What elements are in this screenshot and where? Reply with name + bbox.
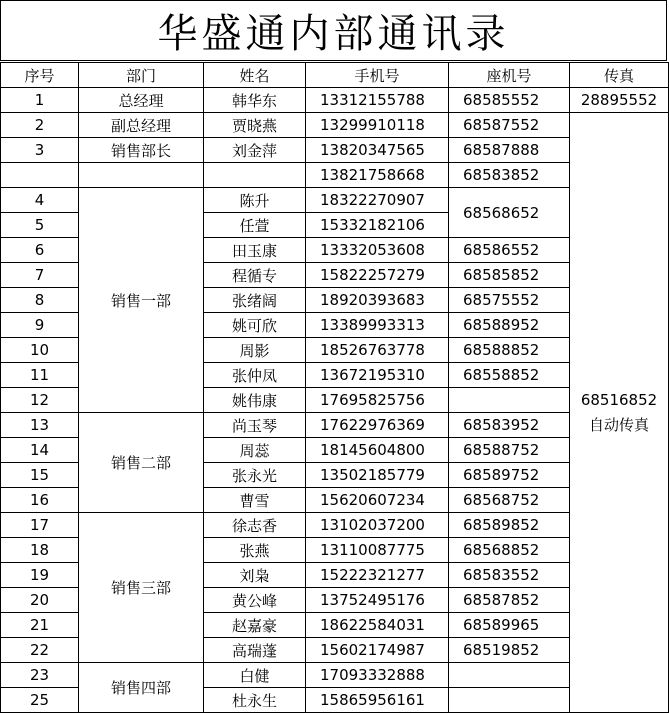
fax-cell: 28895552 [570, 88, 669, 113]
page-title: 华盛通内部通讯录 [0, 0, 667, 61]
landline-cell: 68558852 [449, 363, 570, 388]
seq-cell: 15 [1, 463, 79, 488]
landline-cell: 68587852 [449, 588, 570, 613]
mobile-cell: 15222321277 [306, 563, 449, 588]
seq-cell: 22 [1, 638, 79, 663]
name-cell: 程循专 [204, 263, 306, 288]
header-dept: 部门 [79, 63, 204, 88]
dept-cell: 总经理 [79, 88, 204, 113]
mobile-cell: 13389993313 [306, 313, 449, 338]
header-name: 姓名 [204, 63, 306, 88]
name-cell: 周影 [204, 338, 306, 363]
mobile-cell: 15822257279 [306, 263, 449, 288]
mobile-cell: 15332182106 [306, 213, 449, 238]
name-cell: 张绪阔 [204, 288, 306, 313]
landline-cell: 68519852 [449, 638, 570, 663]
seq-cell: 2 [1, 113, 79, 138]
table-row [1, 188, 669, 213]
name-cell: 刘金萍 [204, 138, 306, 163]
seq-cell: 8 [1, 288, 79, 313]
landline-cell: 68583852 [449, 163, 570, 188]
table-row [1, 138, 669, 163]
seq-cell: 3 [1, 138, 79, 163]
seq-cell: 21 [1, 613, 79, 638]
name-cell: 杜永生 [204, 688, 306, 713]
seq-cell: 1 [1, 88, 79, 113]
dept-cell [79, 163, 204, 188]
seq-cell: 18 [1, 538, 79, 563]
name-cell: 赵嘉豪 [204, 613, 306, 638]
name-cell: 尚玉琴 [204, 413, 306, 438]
table-row [1, 413, 669, 438]
seq-cell: 11 [1, 363, 79, 388]
dept-group-sales1: 销售一部 [79, 188, 204, 413]
mobile-cell: 18622584031 [306, 613, 449, 638]
shared-fax-cell [570, 113, 669, 713]
mobile-cell: 17695825756 [306, 388, 449, 413]
name-cell: 张永光 [204, 463, 306, 488]
mobile-cell: 15602174987 [306, 638, 449, 663]
landline-cell: 68585852 [449, 263, 570, 288]
name-cell: 曹雪 [204, 488, 306, 513]
landline-cell: 68588952 [449, 313, 570, 338]
mobile-cell: 13332053608 [306, 238, 449, 263]
name-cell: 韩华东 [204, 88, 306, 113]
table-row [1, 88, 669, 113]
shared-fax-note: 自动传真 [588, 415, 649, 434]
shared-fax-number: 68516852 [580, 390, 658, 409]
mobile-cell: 15865956161 [306, 688, 449, 713]
header-row [1, 63, 669, 88]
name-cell: 张燕 [204, 538, 306, 563]
mobile-cell: 13672195310 [306, 363, 449, 388]
name-cell: 姚伟康 [204, 388, 306, 413]
name-cell: 任萱 [204, 213, 306, 238]
table-row [1, 163, 669, 188]
seq-cell: 25 [1, 688, 79, 713]
dept-cell: 销售部长 [79, 138, 204, 163]
name-cell: 白健 [204, 663, 306, 688]
table-row [1, 513, 669, 538]
name-cell: 陈升 [204, 188, 306, 213]
mobile-cell: 15620607234 [306, 488, 449, 513]
landline-cell: 68588752 [449, 438, 570, 463]
landline-cell [449, 663, 570, 688]
name-cell: 黄公峰 [204, 588, 306, 613]
mobile-cell: 18526763778 [306, 338, 449, 363]
name-cell: 姚可欣 [204, 313, 306, 338]
name-cell: 张仲凤 [204, 363, 306, 388]
seq-cell: 12 [1, 388, 79, 413]
table-row [1, 113, 669, 138]
landline-cell: 68586552 [449, 238, 570, 263]
seq-cell: 16 [1, 488, 79, 513]
seq-cell [1, 163, 79, 188]
dept-group-sales2: 销售二部 [79, 413, 204, 513]
name-cell: 周蕊 [204, 438, 306, 463]
mobile-cell: 13752495176 [306, 588, 449, 613]
name-cell: 刘枭 [204, 563, 306, 588]
header-mobile: 手机号 [306, 63, 449, 88]
mobile-cell: 13820347565 [306, 138, 449, 163]
name-cell: 徐志香 [204, 513, 306, 538]
mobile-cell: 13502185779 [306, 463, 449, 488]
mobile-cell: 18920393683 [306, 288, 449, 313]
seq-cell: 9 [1, 313, 79, 338]
mobile-cell: 13821758668 [306, 163, 449, 188]
landline-cell: 68589752 [449, 463, 570, 488]
landline-cell: 68589852 [449, 513, 570, 538]
seq-cell: 4 [1, 188, 79, 213]
name-cell: 高瑞蓬 [204, 638, 306, 663]
dept-group-sales3: 销售三部 [79, 513, 204, 663]
seq-cell: 19 [1, 563, 79, 588]
seq-cell: 6 [1, 238, 79, 263]
landline-cell: 68587888 [449, 138, 570, 163]
table-row [1, 663, 669, 688]
landline-cell: 68583552 [449, 563, 570, 588]
seq-cell: 13 [1, 413, 79, 438]
seq-cell: 14 [1, 438, 79, 463]
landline-cell: 68589965 [449, 613, 570, 638]
name-cell: 贾晓燕 [204, 113, 306, 138]
mobile-cell: 13299910118 [306, 113, 449, 138]
landline-cell: 68575552 [449, 288, 570, 313]
mobile-cell: 13102037200 [306, 513, 449, 538]
landline-cell: 68585552 [449, 88, 570, 113]
landline-cell [449, 388, 570, 413]
seq-cell: 17 [1, 513, 79, 538]
seq-cell: 10 [1, 338, 79, 363]
landline-cell: 68568852 [449, 538, 570, 563]
seq-cell: 7 [1, 263, 79, 288]
name-cell: 田玉康 [204, 238, 306, 263]
landline-cell: 68588852 [449, 338, 570, 363]
landline-cell: 68583952 [449, 413, 570, 438]
header-seq: 序号 [1, 63, 79, 88]
mobile-cell: 17622976369 [306, 413, 449, 438]
mobile-cell: 18322270907 [306, 188, 449, 213]
dept-cell: 副总经理 [79, 113, 204, 138]
header-landline: 座机号 [449, 63, 570, 88]
mobile-cell: 13110087775 [306, 538, 449, 563]
seq-cell: 23 [1, 663, 79, 688]
name-cell [204, 163, 306, 188]
landline-cell: 68587552 [449, 113, 570, 138]
mobile-cell: 18145604800 [306, 438, 449, 463]
mobile-cell: 13312155788 [306, 88, 449, 113]
landline-cell: 68568652 [449, 188, 570, 238]
landline-cell [449, 688, 570, 713]
dept-group-sales4: 销售四部 [79, 663, 204, 713]
seq-cell: 20 [1, 588, 79, 613]
header-fax: 传真 [570, 63, 669, 88]
landline-cell: 68568752 [449, 488, 570, 513]
contact-table [0, 62, 669, 713]
seq-cell: 5 [1, 213, 79, 238]
mobile-cell: 17093332888 [306, 663, 449, 688]
